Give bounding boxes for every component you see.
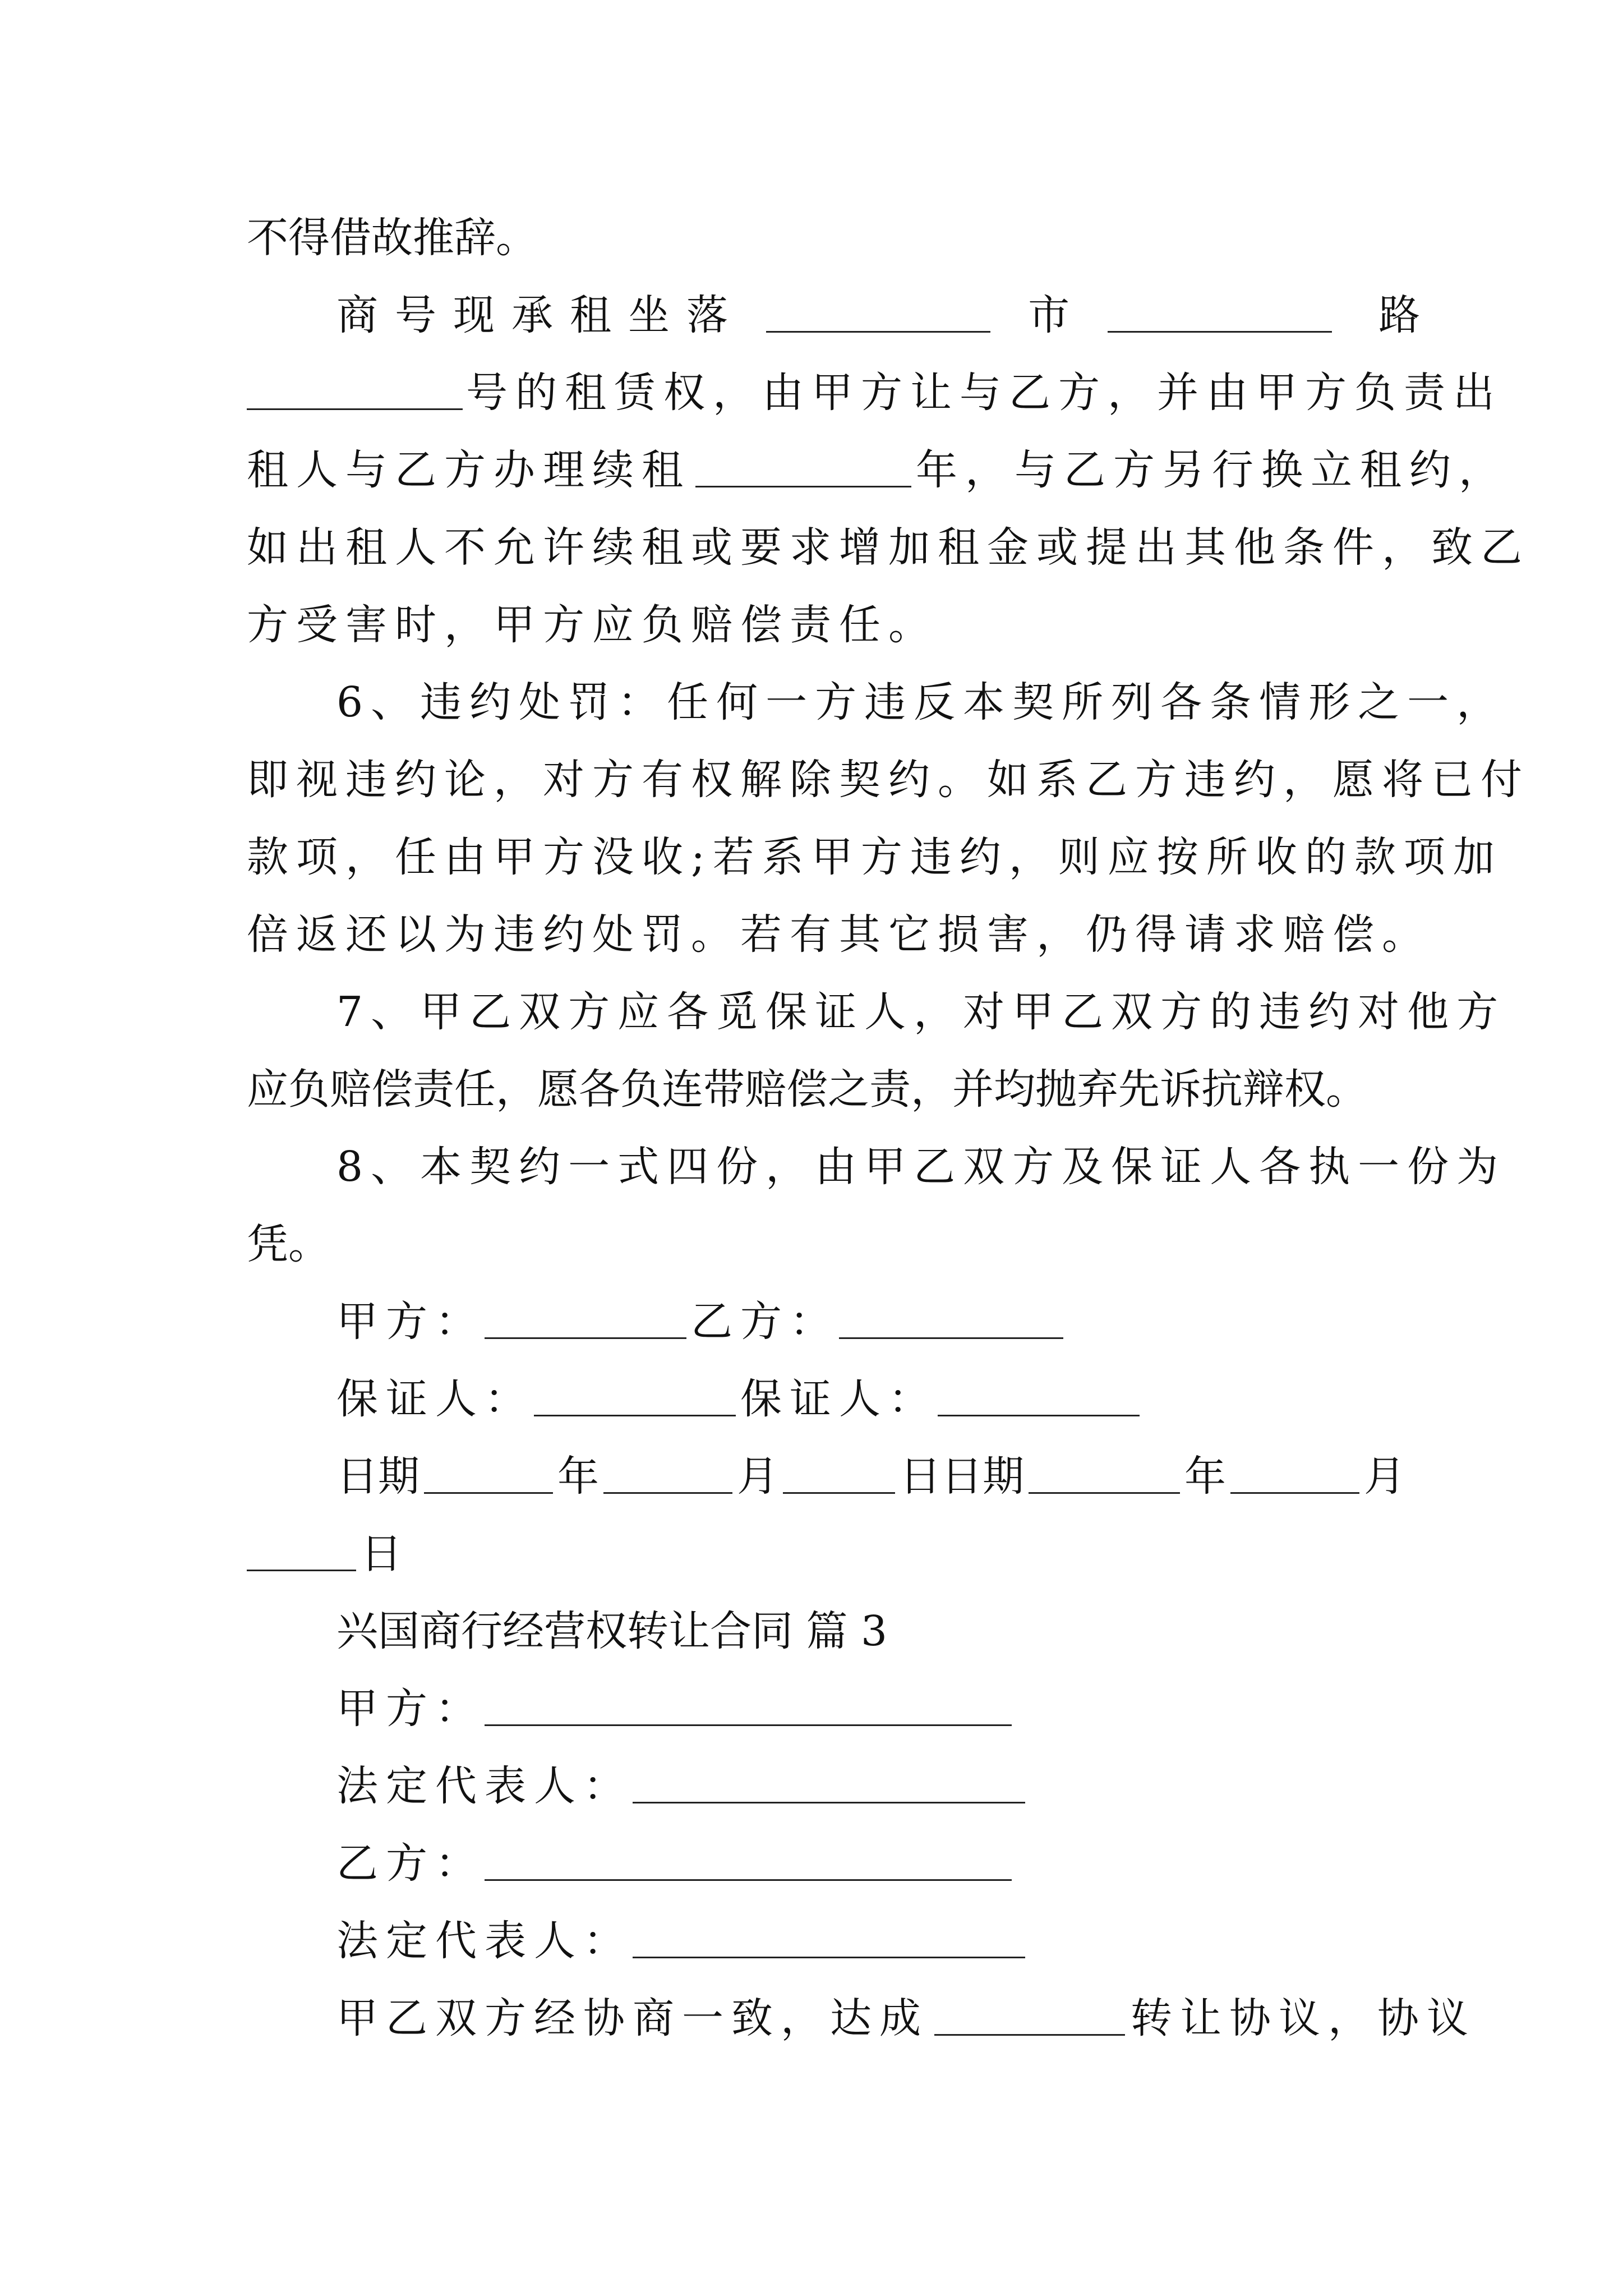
fill-blank (695, 450, 911, 487)
fill-blank (934, 1998, 1125, 2036)
date-line: 日 (247, 1515, 1380, 1593)
fill-blank (485, 1843, 1012, 1881)
text-line: 号的租赁权，由甲方让与乙方，并由甲方负责出 (247, 354, 1380, 431)
text-line: 8、本契约一式四份，由甲乙双方及保证人各执一份为 (336, 1143, 1506, 1191)
fill-blank (424, 1456, 553, 1494)
fill-blank (603, 1456, 732, 1494)
text-line: 租人与乙方办理续租 年，与乙方另行换立租约， (247, 446, 1508, 494)
text-line: 应负赔偿责任，愿各负连带赔偿之责，并均抛弃先诉抗辩权。 (247, 1065, 1367, 1114)
text-line: 方受害时，甲方应负赔偿责任。 (247, 601, 938, 649)
signature-line: 保证人： 保证人： (247, 1360, 1380, 1438)
fill-blank (783, 1456, 895, 1494)
fill-blank (766, 295, 990, 333)
fill-blank (1029, 1456, 1180, 1494)
fill-blank (633, 1766, 1025, 1803)
fill-blank (247, 372, 463, 410)
party-line: 甲方： (247, 1670, 1380, 1747)
text-line: 凭。 (247, 1220, 330, 1268)
fill-blank (1108, 295, 1332, 333)
text-line: 倍返还以为违约处罚。若有其它损害，仍得请求赔偿。 (247, 910, 1431, 959)
section-title: 兴国商行经营权转让合同 篇 3 (336, 1607, 888, 1655)
text-line: 7、甲乙双方应各觅保证人，对甲乙双方的违约对他方 (336, 988, 1506, 1036)
fill-blank (247, 1534, 356, 1571)
text-line: 不得借故推辞。 (247, 214, 537, 262)
fill-blank (1230, 1456, 1359, 1494)
signature-line: 甲方： 乙方： (247, 1283, 1380, 1360)
text-line: 商号现承租坐落 市 路 (336, 291, 1421, 339)
fill-blank (534, 1379, 736, 1416)
fill-blank (633, 1921, 1025, 1958)
date-line: 日期 年 月 日日期 年 月 (336, 1452, 1405, 1501)
text-line: 甲乙双方经协商一致，达成 转让协议，协议 (336, 1994, 1476, 2042)
fill-blank (485, 1301, 686, 1339)
party-line: 法定代表人： (247, 1747, 1380, 1825)
text-line: 款项，任由甲方没收;若系甲方违约，则应按所收的款项加 (247, 833, 1502, 881)
party-line: 乙方： (247, 1825, 1380, 1902)
fill-blank (485, 1688, 1012, 1726)
text-line: 6、违约处罚：任何一方违反本契所列各条情形之一， (336, 678, 1506, 726)
party-line: 法定代表人： (247, 1902, 1380, 1980)
text-line: 即视违约论，对方有权解除契约。如系乙方违约，愿将已付 (247, 756, 1530, 804)
fill-blank (938, 1379, 1140, 1416)
fill-blank (839, 1301, 1063, 1339)
text-line: 如出租人不允许续租或要求增加租金或提出其他条件，致乙 (247, 523, 1530, 572)
document-body (247, 199, 1530, 2057)
